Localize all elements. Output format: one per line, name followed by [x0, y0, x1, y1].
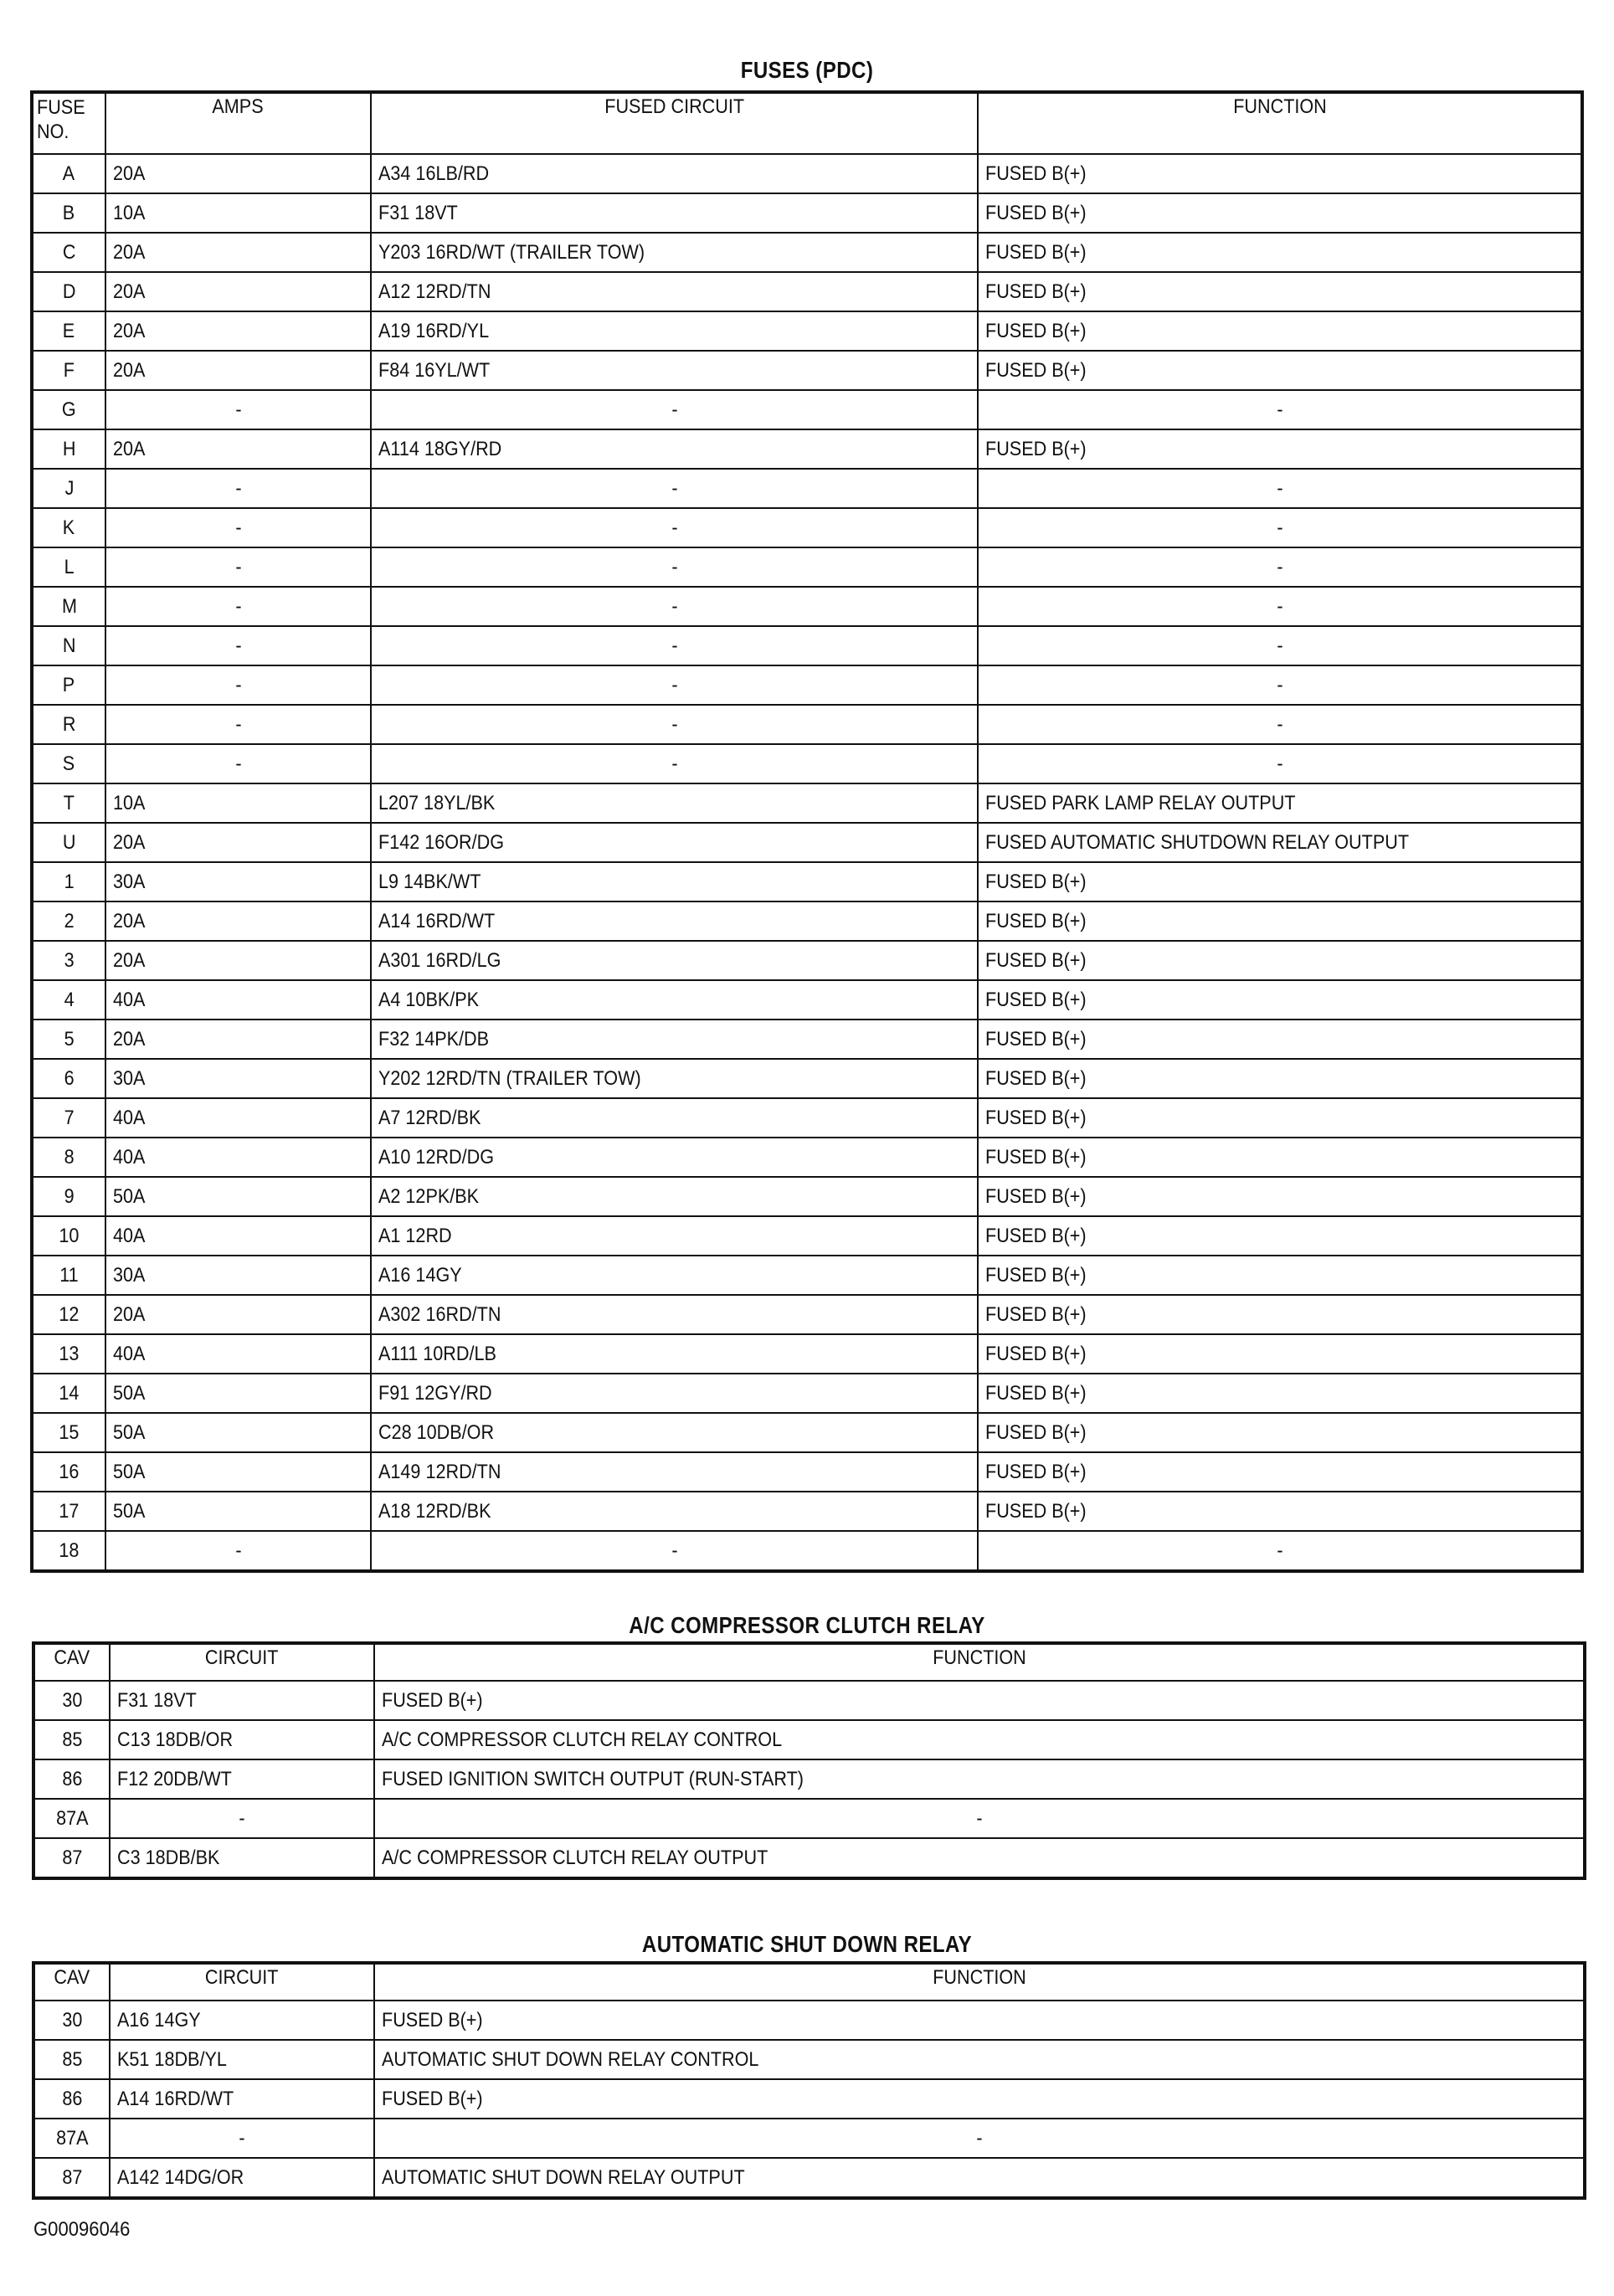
function-cell: FUSED B(+)	[978, 1177, 1581, 1216]
cav-header: CAV	[34, 1644, 110, 1681]
function-cell: FUSED B(+)	[978, 351, 1581, 390]
function-cell: FUSED B(+)	[978, 154, 1581, 193]
fuse-row	[33, 1256, 1581, 1295]
fused-circuit-cell: F142 16OR/DG	[371, 823, 978, 862]
fuse-row	[33, 980, 1581, 1020]
fuse-no-cell: C	[33, 233, 105, 272]
function-cell: -	[978, 665, 1581, 705]
relay-row	[34, 1838, 1584, 1877]
fuse-row	[33, 1177, 1581, 1216]
fuse-row	[33, 1216, 1581, 1256]
fused-circuit-cell: A7 12RD/BK	[371, 1098, 978, 1138]
amps-cell: -	[105, 508, 371, 547]
fused-circuit-cell: L9 14BK/WT	[371, 862, 978, 901]
function-cell: -	[978, 626, 1581, 665]
cav-header: CAV	[34, 1964, 110, 2001]
fused-circuit-cell: A14 16RD/WT	[371, 901, 978, 941]
fused-circuit-cell: A301 16RD/LG	[371, 941, 978, 980]
fuse-no-cell: R	[33, 705, 105, 744]
amps-cell: -	[105, 469, 371, 508]
cav-cell: 85	[34, 2040, 110, 2079]
fused-circuit-cell: A16 14GY	[371, 1256, 978, 1295]
function-cell: FUSED B(+)	[374, 2001, 1584, 2040]
fuse-row	[33, 1531, 1581, 1570]
fuse-row	[33, 1452, 1581, 1492]
cav-cell: 87A	[34, 1799, 110, 1838]
function-cell: AUTOMATIC SHUT DOWN RELAY CONTROL	[374, 2040, 1584, 2079]
relay-row	[34, 2001, 1584, 2040]
fuse-row	[33, 1334, 1581, 1374]
amps-cell: 20A	[105, 272, 371, 311]
fused-circuit-cell: F31 18VT	[371, 193, 978, 233]
amps-cell: 50A	[105, 1374, 371, 1413]
fuse-no-cell: M	[33, 587, 105, 626]
fuse-row	[33, 665, 1581, 705]
amps-cell: 20A	[105, 351, 371, 390]
fused-circuit-cell: A2 12PK/BK	[371, 1177, 978, 1216]
function-cell: -	[978, 587, 1581, 626]
amps-cell: -	[105, 547, 371, 587]
cav-cell: 85	[34, 1720, 110, 1759]
function-cell: FUSED B(+)	[978, 1452, 1581, 1492]
function-cell: -	[978, 1531, 1581, 1570]
relay-row	[34, 1799, 1584, 1838]
ac-relay-header-row	[34, 1644, 1584, 1681]
fuse-row	[33, 1413, 1581, 1452]
fused-circuit-cell: A10 12RD/DG	[371, 1138, 978, 1177]
fuse-row	[33, 429, 1581, 469]
fused-circuit-cell: -	[371, 390, 978, 429]
cav-cell: 87	[34, 2158, 110, 2197]
fused-circuit-cell: A1 12RD	[371, 1216, 978, 1256]
function-cell: -	[978, 469, 1581, 508]
amps-cell: 20A	[105, 1020, 371, 1059]
fused-circuit-cell: -	[371, 744, 978, 783]
fuse-row	[33, 941, 1581, 980]
fused-circuit-cell: C28 10DB/OR	[371, 1413, 978, 1452]
function-cell: FUSED B(+)	[978, 1138, 1581, 1177]
fuse-no-cell: 9	[33, 1177, 105, 1216]
amps-cell: 20A	[105, 311, 371, 351]
fuse-row	[33, 469, 1581, 508]
relay-row	[34, 2040, 1584, 2079]
circuit-cell: -	[110, 2119, 374, 2158]
amps-cell: 20A	[105, 941, 371, 980]
fuse-no-cell: 16	[33, 1452, 105, 1492]
fuse-no-cell: A	[33, 154, 105, 193]
function-cell: FUSED AUTOMATIC SHUTDOWN RELAY OUTPUT	[978, 823, 1581, 862]
function-cell: AUTOMATIC SHUT DOWN RELAY OUTPUT	[374, 2158, 1584, 2197]
fused-circuit-cell: -	[371, 547, 978, 587]
circuit-cell: C3 18DB/BK	[110, 1838, 374, 1877]
fuse-row	[33, 901, 1581, 941]
fuse-no-cell: J	[33, 469, 105, 508]
circuit-header: CIRCUIT	[110, 1644, 374, 1681]
fuse-no-cell: 7	[33, 1098, 105, 1138]
function-cell: FUSED B(+)	[374, 2079, 1584, 2119]
function-cell: -	[978, 547, 1581, 587]
function-cell: FUSED B(+)	[978, 1492, 1581, 1531]
function-cell: FUSED B(+)	[978, 1256, 1581, 1295]
fuse-row	[33, 193, 1581, 233]
function-header: FUNCTION	[374, 1964, 1584, 2001]
function-cell: -	[978, 390, 1581, 429]
fuse-no-cell: D	[33, 272, 105, 311]
fuse-row	[33, 744, 1581, 783]
fused-circuit-cell: -	[371, 587, 978, 626]
cav-cell: 86	[34, 1759, 110, 1799]
fused-circuit-cell: A111 10RD/LB	[371, 1334, 978, 1374]
fused-circuit-cell: -	[371, 705, 978, 744]
fused-circuit-cell: A302 16RD/TN	[371, 1295, 978, 1334]
fuse-row	[33, 233, 1581, 272]
amps-cell: 20A	[105, 901, 371, 941]
ac-relay-table-title: A/C COMPRESSOR CLUTCH RELAY	[629, 1612, 985, 1638]
function-cell: FUSED IGNITION SWITCH OUTPUT (RUN-START)	[374, 1759, 1584, 1799]
amps-cell: 10A	[105, 193, 371, 233]
relay-row	[34, 1720, 1584, 1759]
amps-cell: -	[105, 587, 371, 626]
circuit-cell: F31 18VT	[110, 1681, 374, 1720]
amps-cell: -	[105, 626, 371, 665]
fuse-row	[33, 1098, 1581, 1138]
fuse-no-cell: 6	[33, 1059, 105, 1098]
cav-cell: 86	[34, 2079, 110, 2119]
fused-circuit-cell: A18 12RD/BK	[371, 1492, 978, 1531]
function-header: FUNCTION	[978, 93, 1581, 154]
function-cell: FUSED B(+)	[978, 193, 1581, 233]
fuse-row	[33, 272, 1581, 311]
fuse-row	[33, 311, 1581, 351]
circuit-cell: K51 18DB/YL	[110, 2040, 374, 2079]
amps-cell: 20A	[105, 1295, 371, 1334]
cav-cell: 30	[34, 1681, 110, 1720]
fuse-no-cell: 12	[33, 1295, 105, 1334]
fuse-no-cell: T	[33, 783, 105, 823]
fused-circuit-cell: -	[371, 665, 978, 705]
function-cell: FUSED B(+)	[978, 1413, 1581, 1452]
fuse-no-cell: 5	[33, 1020, 105, 1059]
relay-row	[34, 2119, 1584, 2158]
amps-cell: -	[105, 1531, 371, 1570]
cav-cell: 30	[34, 2001, 110, 2040]
amps-cell: -	[105, 390, 371, 429]
fuse-row	[33, 626, 1581, 665]
fuses-table-title: FUSES (PDC)	[740, 57, 874, 83]
function-cell: A/C COMPRESSOR CLUTCH RELAY CONTROL	[374, 1720, 1584, 1759]
fused-circuit-cell: F84 16YL/WT	[371, 351, 978, 390]
circuit-header: CIRCUIT	[110, 1964, 374, 2001]
amps-cell: 40A	[105, 1334, 371, 1374]
circuit-cell: A142 14DG/OR	[110, 2158, 374, 2197]
circuit-cell: F12 20DB/WT	[110, 1759, 374, 1799]
fused-circuit-cell: A149 12RD/TN	[371, 1452, 978, 1492]
fused-circuit-cell: F91 12GY/RD	[371, 1374, 978, 1413]
amps-cell: 50A	[105, 1452, 371, 1492]
amps-cell: 10A	[105, 783, 371, 823]
function-cell: -	[374, 1799, 1584, 1838]
amps-cell: 20A	[105, 154, 371, 193]
asd-relay-table	[33, 1963, 1585, 2198]
fuse-no-cell: G	[33, 390, 105, 429]
amps-cell: -	[105, 705, 371, 744]
fuse-row	[33, 862, 1581, 901]
amps-cell: 20A	[105, 429, 371, 469]
function-cell: FUSED B(+)	[978, 1216, 1581, 1256]
function-cell: FUSED B(+)	[978, 980, 1581, 1020]
fuse-no-cell: N	[33, 626, 105, 665]
function-cell: FUSED B(+)	[978, 311, 1581, 351]
asd-relay-body	[34, 2001, 1584, 2197]
fuse-no-cell: 2	[33, 901, 105, 941]
cav-cell: 87	[34, 1838, 110, 1877]
fuse-row	[33, 1020, 1581, 1059]
amps-cell: 50A	[105, 1177, 371, 1216]
amps-cell: 40A	[105, 1138, 371, 1177]
function-cell: FUSED B(+)	[978, 901, 1581, 941]
ac-relay-table	[33, 1643, 1585, 1878]
fuses-header-row	[33, 93, 1581, 154]
figure-id: G00096046	[33, 2218, 131, 2241]
fused-circuit-cell: Y203 16RD/WT (TRAILER TOW)	[371, 233, 978, 272]
fuse-no-header: FUSE NO.	[33, 93, 105, 154]
fuse-no-cell: P	[33, 665, 105, 705]
amps-cell: -	[105, 665, 371, 705]
fuse-no-cell: E	[33, 311, 105, 351]
amps-cell: -	[105, 744, 371, 783]
fused-circuit-cell: Y202 12RD/TN (TRAILER TOW)	[371, 1059, 978, 1098]
fuse-no-cell: 4	[33, 980, 105, 1020]
amps-cell: 30A	[105, 1059, 371, 1098]
function-cell: FUSED B(+)	[978, 1059, 1581, 1098]
fuse-row	[33, 783, 1581, 823]
fuse-row	[33, 351, 1581, 390]
circuit-cell: A14 16RD/WT	[110, 2079, 374, 2119]
fuse-no-cell: S	[33, 744, 105, 783]
fuse-no-cell: 11	[33, 1256, 105, 1295]
amps-cell: 20A	[105, 823, 371, 862]
fuse-no-cell: K	[33, 508, 105, 547]
fuses-table	[32, 92, 1582, 1571]
fuses-body	[33, 154, 1581, 1570]
function-cell: FUSED B(+)	[978, 1334, 1581, 1374]
relay-row	[34, 2158, 1584, 2197]
function-cell: FUSED B(+)	[978, 1295, 1581, 1334]
fuse-row	[33, 1138, 1581, 1177]
fused-circuit-cell: A12 12RD/TN	[371, 272, 978, 311]
circuit-cell: C13 18DB/OR	[110, 1720, 374, 1759]
function-cell: A/C COMPRESSOR CLUTCH RELAY OUTPUT	[374, 1838, 1584, 1877]
fused-circuit-cell: A19 16RD/YL	[371, 311, 978, 351]
function-cell: -	[978, 705, 1581, 744]
fuse-no-cell: 1	[33, 862, 105, 901]
function-cell: FUSED B(+)	[978, 429, 1581, 469]
fuse-no-cell: 18	[33, 1531, 105, 1570]
amps-cell: 20A	[105, 233, 371, 272]
fused-circuit-header: FUSED CIRCUIT	[371, 93, 978, 154]
function-cell: -	[978, 744, 1581, 783]
asd-relay-header-row	[34, 1964, 1584, 2001]
fused-circuit-cell: F32 14PK/DB	[371, 1020, 978, 1059]
function-cell: FUSED B(+)	[978, 1098, 1581, 1138]
fused-circuit-cell: A34 16LB/RD	[371, 154, 978, 193]
ac-relay-body	[34, 1681, 1584, 1877]
amps-cell: 30A	[105, 1256, 371, 1295]
fuse-row	[33, 390, 1581, 429]
amps-cell: 40A	[105, 1216, 371, 1256]
fuse-row	[33, 1374, 1581, 1413]
function-cell: -	[374, 2119, 1584, 2158]
fuse-no-cell: 10	[33, 1216, 105, 1256]
function-cell: FUSED PARK LAMP RELAY OUTPUT	[978, 783, 1581, 823]
fuse-no-cell: L	[33, 547, 105, 587]
fuse-row	[33, 823, 1581, 862]
amps-cell: 30A	[105, 862, 371, 901]
fuse-row	[33, 154, 1581, 193]
fuse-row	[33, 1492, 1581, 1531]
function-cell: FUSED B(+)	[978, 1374, 1581, 1413]
fused-circuit-cell: -	[371, 1531, 978, 1570]
fuse-row	[33, 547, 1581, 587]
fused-circuit-cell: A4 10BK/PK	[371, 980, 978, 1020]
fuse-no-cell: 17	[33, 1492, 105, 1531]
function-cell: FUSED B(+)	[374, 1681, 1584, 1720]
amps-cell: 40A	[105, 1098, 371, 1138]
fuse-row	[33, 587, 1581, 626]
fused-circuit-cell: -	[371, 626, 978, 665]
function-cell: -	[978, 508, 1581, 547]
relay-row	[34, 1759, 1584, 1799]
fused-circuit-cell: A114 18GY/RD	[371, 429, 978, 469]
fuse-no-cell: U	[33, 823, 105, 862]
fuse-no-cell: 8	[33, 1138, 105, 1177]
fused-circuit-cell: -	[371, 508, 978, 547]
amps-cell: 50A	[105, 1492, 371, 1531]
fuse-row	[33, 705, 1581, 744]
fuse-row	[33, 1059, 1581, 1098]
fuse-no-cell: H	[33, 429, 105, 469]
fuse-no-cell: 3	[33, 941, 105, 980]
fuse-row	[33, 508, 1581, 547]
fuse-row	[33, 1295, 1581, 1334]
relay-row	[34, 1681, 1584, 1720]
circuit-cell: A16 14GY	[110, 2001, 374, 2040]
fuse-no-cell: 14	[33, 1374, 105, 1413]
relay-row	[34, 2079, 1584, 2119]
function-cell: FUSED B(+)	[978, 862, 1581, 901]
fused-circuit-cell: L207 18YL/BK	[371, 783, 978, 823]
fuse-no-cell: F	[33, 351, 105, 390]
amps-cell: 40A	[105, 980, 371, 1020]
circuit-cell: -	[110, 1799, 374, 1838]
fused-circuit-cell: -	[371, 469, 978, 508]
function-cell: FUSED B(+)	[978, 233, 1581, 272]
cav-cell: 87A	[34, 2119, 110, 2158]
function-cell: FUSED B(+)	[978, 1020, 1581, 1059]
fuse-no-cell: 15	[33, 1413, 105, 1452]
asd-relay-table-title: AUTOMATIC SHUT DOWN RELAY	[641, 1931, 973, 1957]
amps-header: AMPS	[105, 93, 371, 154]
function-header: FUNCTION	[374, 1644, 1584, 1681]
amps-cell: 50A	[105, 1413, 371, 1452]
function-cell: FUSED B(+)	[978, 272, 1581, 311]
fuse-no-cell: 13	[33, 1334, 105, 1374]
function-cell: FUSED B(+)	[978, 941, 1581, 980]
fuse-no-cell: B	[33, 193, 105, 233]
